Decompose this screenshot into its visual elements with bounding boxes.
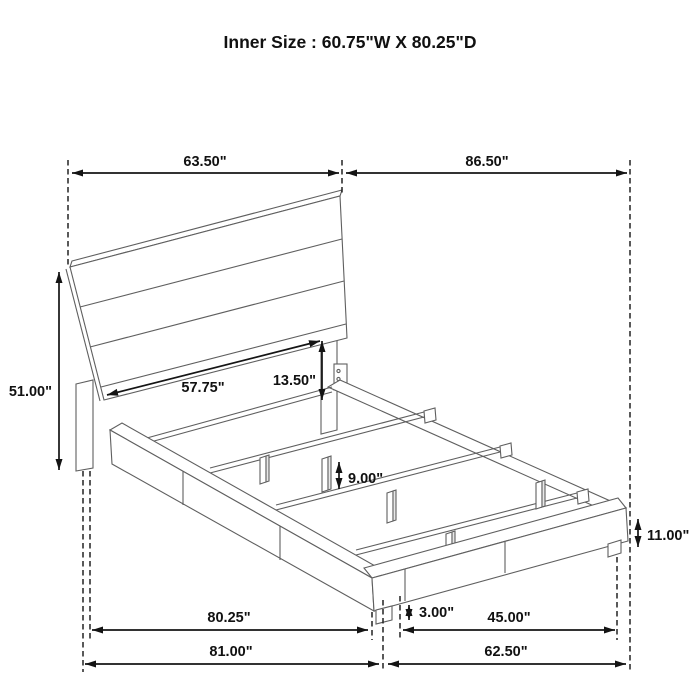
dim-label-overall-length: 81.00" (209, 644, 253, 660)
slat-end-cap (424, 408, 436, 423)
dim-label-headboard-panel-width: 57.75" (181, 380, 225, 396)
slat-end-cap (500, 443, 512, 458)
dim-label-overall-width: 62.50" (484, 644, 528, 660)
measured-slat-leg (322, 457, 328, 492)
dim-label-headboard-bottom-to-rail: 13.50" (272, 373, 316, 389)
diagram-title: Inner Size : 60.75"W X 80.25"D (223, 32, 477, 52)
deck-head-edge-inner (136, 387, 332, 441)
deck-head-edge (136, 392, 332, 446)
bed-frame (110, 380, 628, 624)
dim-label-footboard-width: 45.00" (487, 610, 531, 626)
bed-drawing (66, 190, 628, 624)
headboard-left-leg (76, 380, 93, 471)
slat-end-cap (577, 489, 589, 504)
left-rail-face (110, 430, 374, 611)
dim-label-slat-leg-height: 9.00" (348, 471, 384, 487)
dim-label-frame-base-length: 80.25" (207, 610, 251, 626)
dim-label-foot-leg-height: 3.00" (419, 605, 455, 621)
dim-label-headboard-height: 51.00" (8, 384, 52, 400)
left-rail-top (110, 423, 384, 578)
dim-label-side-rail-height: 11.00" (647, 528, 690, 544)
dim-label-frame-depth-top: 86.50" (465, 154, 509, 170)
dim-label-headboard-width-top: 63.50" (183, 154, 227, 170)
